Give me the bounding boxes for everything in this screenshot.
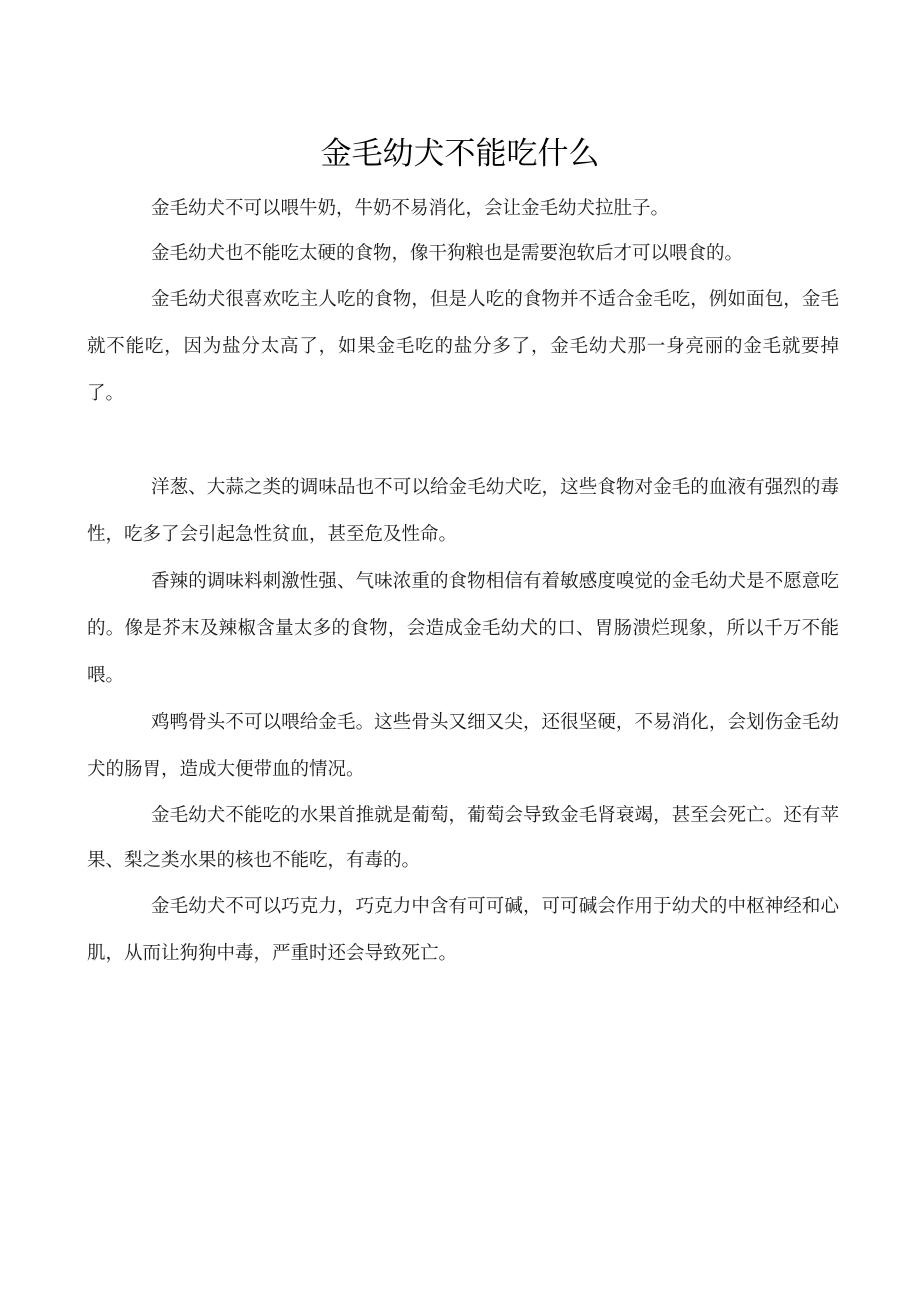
paragraph-milk: 金毛幼犬不可以喂牛奶，牛奶不易消化，会让金毛幼犬拉肚子。 <box>151 198 670 219</box>
paragraph-spacer <box>87 417 839 464</box>
document-title: 金毛幼犬不能吃什么 <box>320 136 600 172</box>
paragraph-onion-garlic: 洋葱、大蒜之类的调味品也不可以给金毛幼犬吃，这些食物对金毛的血液有强烈的毒性，吃多了会引起急性贫血，甚至危及性命。 <box>87 477 839 545</box>
paragraph-spicy-food: 香辣的调味料刺激性强、气味浓重的食物相信有着敏感度嗅觉的金毛幼犬是不愿意吃的。像是芥末及辣椒含量太多的食物，会造成金毛幼犬的口、胃肠溃烂现象，所以千万不能喂。 <box>87 571 839 686</box>
paragraph-chocolate: 金毛幼犬不可以巧克力，巧克力中含有可可碱，可可碱会作用于幼犬的中枢神经和心肌，从而让狗狗中毒，严重时还会导致死亡。 <box>87 896 839 964</box>
paragraph-grapes: 金毛幼犬不能吃的水果首推就是葡萄，葡萄会导致金毛肾衰竭，甚至会死亡。还有苹果、梨之类水果的核也不能吃，有毒的。 <box>87 805 839 871</box>
paragraph-poultry-bones: 鸡鸭骨头不可以喂给金毛。这些骨头又细又尖，还很坚硬，不易消化，会划伤金毛幼犬的肠胃，造成大便带血的情况。 <box>87 712 839 780</box>
paragraph-hard-food: 金毛幼犬也不能吃太硬的食物，像干狗粮也是需要泡软后才可以喂食的。 <box>151 243 744 264</box>
paragraph-human-food: 金毛幼犬很喜欢吃主人吃的食物，但是人吃的食物并不适合金毛吃，例如面包，金毛就不能吃，因为盐分太高了，如果金毛吃的盐分多了，金毛幼犬那一身亮丽的金毛就要掉了。 <box>87 289 839 404</box>
document-body <box>87 186 839 977</box>
